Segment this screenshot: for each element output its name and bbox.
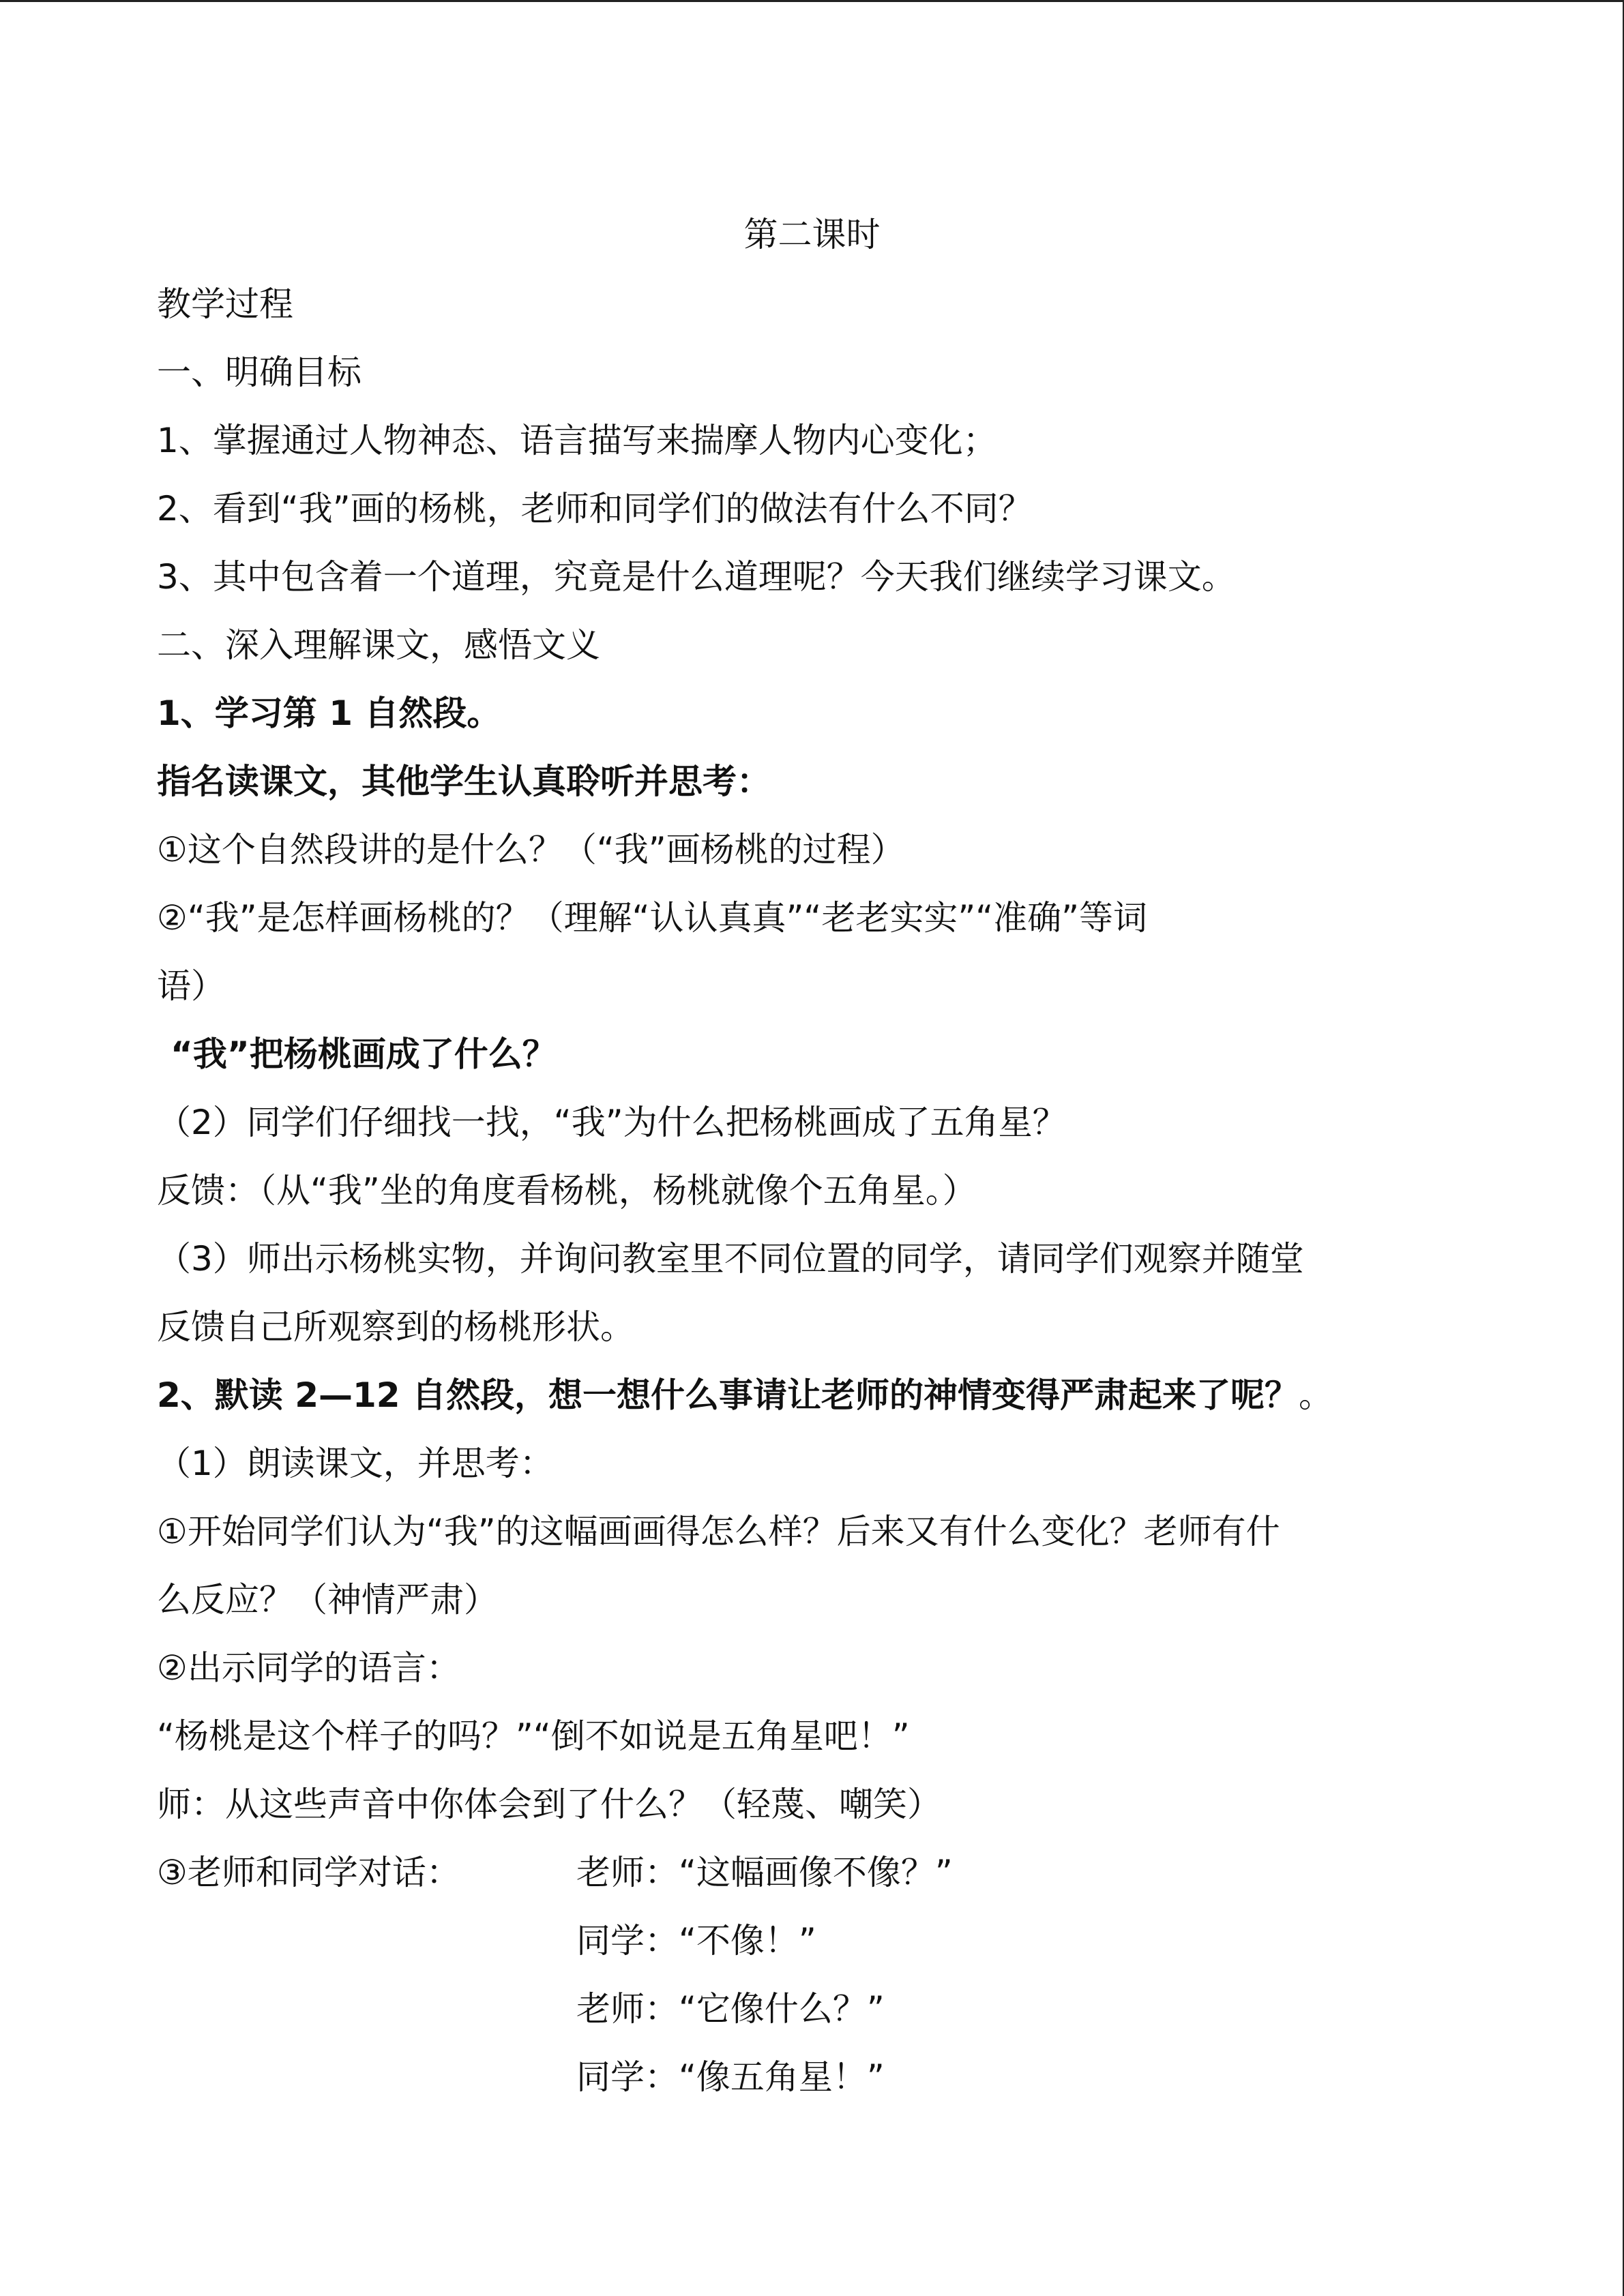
section-2-title: 二、深入理解课文，感悟文义: [157, 625, 600, 665]
dialog-line-student-2: 同学：“像五角星！”: [576, 2057, 885, 2097]
dialog-line-teacher-2: 老师：“它像什么？”: [576, 1989, 885, 2029]
step-2-question-1-line-2: 么反应？（神情严肃）: [157, 1580, 498, 1620]
step-2-paragraph-1: （1）朗读课文，并思考：: [157, 1444, 554, 1483]
objective-1: 1、掌握通过人物神态、语言描写来揣摩人物内心变化；: [157, 421, 997, 460]
dialog-label: ③老师和同学对话：: [157, 1853, 460, 1892]
dialog-line-teacher-1: 老师：“这幅画像不像？”: [576, 1853, 953, 1892]
top-border-line: [0, 0, 1624, 2]
question-2-line-2: 语）: [157, 966, 225, 1006]
paragraph-3-line-1: （3）师出示杨桃实物，并询问教室里不同位置的同学，请同学们观察并随堂: [157, 1239, 1304, 1279]
step-1-instruction: 指名读课文，其他学生认真聆听并思考：: [157, 762, 771, 801]
paragraph-2: （2）同学们仔细找一找，“我”为什么把杨桃画成了五角星？: [157, 1103, 1067, 1142]
lesson-title: 第二课时: [743, 215, 881, 254]
teacher-question: 师：从这些声音中你体会到了什么？（轻蔑、嘲笑）: [157, 1785, 941, 1824]
step-2-question-2: ②出示同学的语言：: [157, 1648, 460, 1688]
section-1-title: 一、明确目标: [157, 353, 361, 392]
teaching-process-heading: 教学过程: [157, 284, 293, 324]
objective-2: 2、看到“我”画的杨桃，老师和同学们的做法有什么不同？: [157, 489, 1033, 528]
step-2-line: [157, 1371, 1333, 1420]
step-2-title: 2、默读 2—12 自然段，想一想什么事请让老师的神情变得严肃起来了呢？: [157, 1375, 1299, 1415]
question-1: ①这个自然段讲的是什么？（“我”画杨桃的过程）: [157, 830, 905, 869]
objective-3: 3、其中包含着一个道理，究竟是什么道理呢？今天我们继续学习课文。: [157, 557, 1236, 597]
step-1-title: 1、学习第 1 自然段。: [157, 694, 501, 733]
student-quotes: “杨桃是这个样子的吗？”“倒不如说是五角星吧！”: [157, 1716, 910, 1756]
dialog-line-student-1: 同学：“不像！”: [576, 1921, 816, 1960]
step-2-question-1-line-1: ①开始同学们认为“我”的这幅画画得怎么样？后来又有什么变化？老师有什: [157, 1512, 1280, 1551]
question-3: “我”把杨桃画成了什么？: [171, 1034, 557, 1074]
paragraph-3-line-2: 反馈自己所观察到的杨桃形状。: [157, 1307, 634, 1347]
question-2-line-1: ②“我”是怎样画杨桃的？（理解“认认真真”“老老实实”“准确”等词: [157, 898, 1148, 938]
step-2-tail: 。: [1298, 1375, 1333, 1415]
feedback-line: 反馈：（从“我”坐的角度看杨桃，杨桃就像个五角星。）: [157, 1171, 977, 1210]
